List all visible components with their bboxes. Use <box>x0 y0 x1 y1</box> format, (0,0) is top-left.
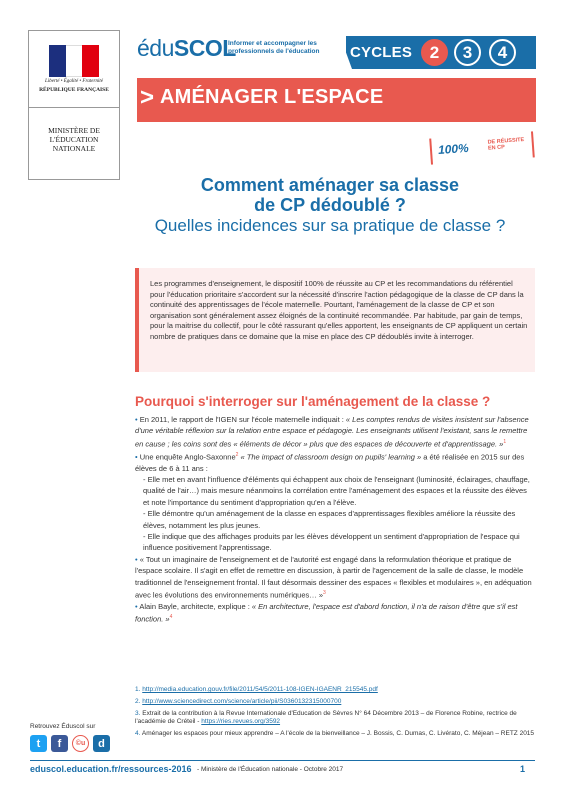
footnote-link[interactable]: https://ries.revues.org/3592 <box>201 718 281 725</box>
page-number: 1 <box>520 764 526 774</box>
logo-edu: édu <box>137 35 174 61</box>
footnote-link[interactable]: http://www.sciencedirect.com/science/article/pii/S0360132315000700 <box>142 698 342 705</box>
republique-text: RÉPUBLIQUE FRANÇAISE <box>39 87 109 93</box>
devise-text: Liberté • Égalité • Fraternité <box>45 79 103 84</box>
footnote-1: 1. http://media.education.gouv.fr/file/2011/54/5/2011-108-IGEN-IGAENR_215545.pdf <box>135 686 378 693</box>
footnote-2: 2. http://www.sciencedirect.com/science/article/pii/S0360132315000700 <box>135 698 342 705</box>
reussite-percent: 100% <box>437 140 470 158</box>
dash-3: - Elle indique que des affichages produits par les élèves développent un sentiment d'appropriation de l'espace qui influence positivement l'apprentissage. <box>143 532 520 553</box>
cycle-4-badge: 4 <box>489 39 516 66</box>
footnote-4: 4. Aménager les espaces pour mieux apprendre – A l'école de la bienveillance – J. Bossis, C. Dumas, C. Livérato, C. Méjean – RETZ 2015 <box>135 730 535 737</box>
social-links <box>30 735 110 752</box>
footnote-3: 3. Extrait de la contribution à la Revue Internationale d'Education de Sèvres N° 64 Décembre 2013 – de Florence Robine, rectrice de l'académie de Créteil - https://ries.revues.org/3592 <box>135 710 517 725</box>
twitter-icon[interactable]: t <box>30 735 47 752</box>
french-flag-icon <box>49 45 99 77</box>
footnotes <box>135 686 535 742</box>
cycles-label: CYCLES <box>350 44 413 61</box>
cycle-3-badge: 3 <box>454 39 481 66</box>
section-banner-title: AMÉNAGER L'ESPACE <box>160 86 384 108</box>
cycle-2-badge: 2 <box>421 39 448 66</box>
dash-2: - Elle démontre qu'un aménagement de la classe en espaces d'apprentissages flexibles améliore la réussite des élèves, notamment les plus jeunes. <box>143 509 516 530</box>
logo-scol: SCOL <box>173 35 236 61</box>
marianne-logo <box>35 39 113 99</box>
footer-info: - Ministère de l'Éducation nationale - Octobre 2017 <box>197 766 344 773</box>
dash-1: - Elle met en avant l'influence d'éléments qui échappent aux choix de l'enseignant (luminosité, éclairages, chauffage, qualité de l'air…) mais mesure néanmoins la corrélation entre l'aménagement des espaces et la réussite des élèves et note l'importance du sentiment d'appropriation qu'en a l'élève. <box>143 475 530 507</box>
bullet-2: • Une enquête Anglo-Saxonne$^2$ « The impact of classroom design on pupils' learning » a été réalisée en 2015 sur des élèves de 6 à 11 ans : <box>135 451 525 473</box>
page-title: Comment aménager sa classe de CP dédoublé ? <box>200 175 460 215</box>
eduscol-tagline: Informer et accompagner les professionnels de l'éducation <box>228 40 320 55</box>
reussite-sub: DE RÉUSSITE EN CP <box>487 137 525 152</box>
ministry-name: MINISTÈRE DE L'ÉDUCATION NATIONALE <box>48 126 100 153</box>
page-subtitle: Quelles incidences sur sa pratique de classe ? <box>154 216 506 235</box>
footer-url[interactable]: eduscol.education.fr/ressources-2016 <box>30 764 192 774</box>
ministry-logo-box <box>28 30 120 180</box>
bullet-3: • « Tout un imaginaire de l'enseignement et de l'autorité est engagé dans la reformulation théorique et pratique de l'espace scolaire. Il s'agit en effet de remettre en discussion, à partir de l'agencement de la salle de classe, le modèle traditionnel de l'enseignement frontal. Il faut désormais dessiner des espaces « flexibles et modulaires », en adéquation avec les évolutions des environnements numériques… »$^3$ <box>135 554 532 600</box>
bullet-4: • Alain Bayle, architecte, explique : « En architecture, l'espace est d'abord fonction, il n'a de raison d'être que s'il est fonction. »$^4$ <box>135 602 518 624</box>
social-label: Retrouvez Éduscol sur <box>30 723 96 730</box>
dailymotion-icon[interactable]: d <box>93 735 110 752</box>
footer-divider <box>30 760 535 761</box>
section-title: Pourquoi s'interroger sur l'aménagement de la classe ? <box>135 394 491 409</box>
divider <box>29 107 119 108</box>
chevron-right-icon: > <box>140 84 155 111</box>
reussite-badge <box>429 131 535 164</box>
body-text <box>135 414 535 625</box>
intro-text: Les programmes d'enseignement, le dispositif 100% de réussite au CP et les recommandations du référentiel pour l'éducation prioritaire s'accordent sur la nécessité d'inscrire l'action pédagogique de la classe de CP dans la continuité des apprentissages de l'école maternelle. Pourtant, l'aménagement de la classe de CP et son organisation sont généralement assez éloignés de la continuité recommandée. Par habitude, par gain de temps, pour la maitrise du collectif, pour le côté rassurant qu'elles apportent, les enseignants de CP appliquent un certain nombre de pratiques dans ce domaine que la mise en place des CP dédoublés invite à interroger. <box>150 279 528 341</box>
scoop-it-icon[interactable]: ©u <box>72 735 89 752</box>
footnote-link[interactable]: http://media.education.gouv.fr/file/2011/54/5/2011-108-IGEN-IGAENR_215545.pdf <box>142 686 378 693</box>
eduscol-logo <box>137 35 236 62</box>
bullet-1: • En 2011, le rapport de l'IGEN sur l'école maternelle indiquait : « Les comptes rendus de visites insistent sur l'absence d'une véritable réflexion sur la relation entre espace et pédagogie. Les enseignants utilisent l'existant, sans le remettre en cause ; les coins sont des « éléments de décor » plus que des espaces de découverte et d'apprentissage. »$^1$ <box>135 415 529 449</box>
facebook-icon[interactable]: f <box>51 735 68 752</box>
